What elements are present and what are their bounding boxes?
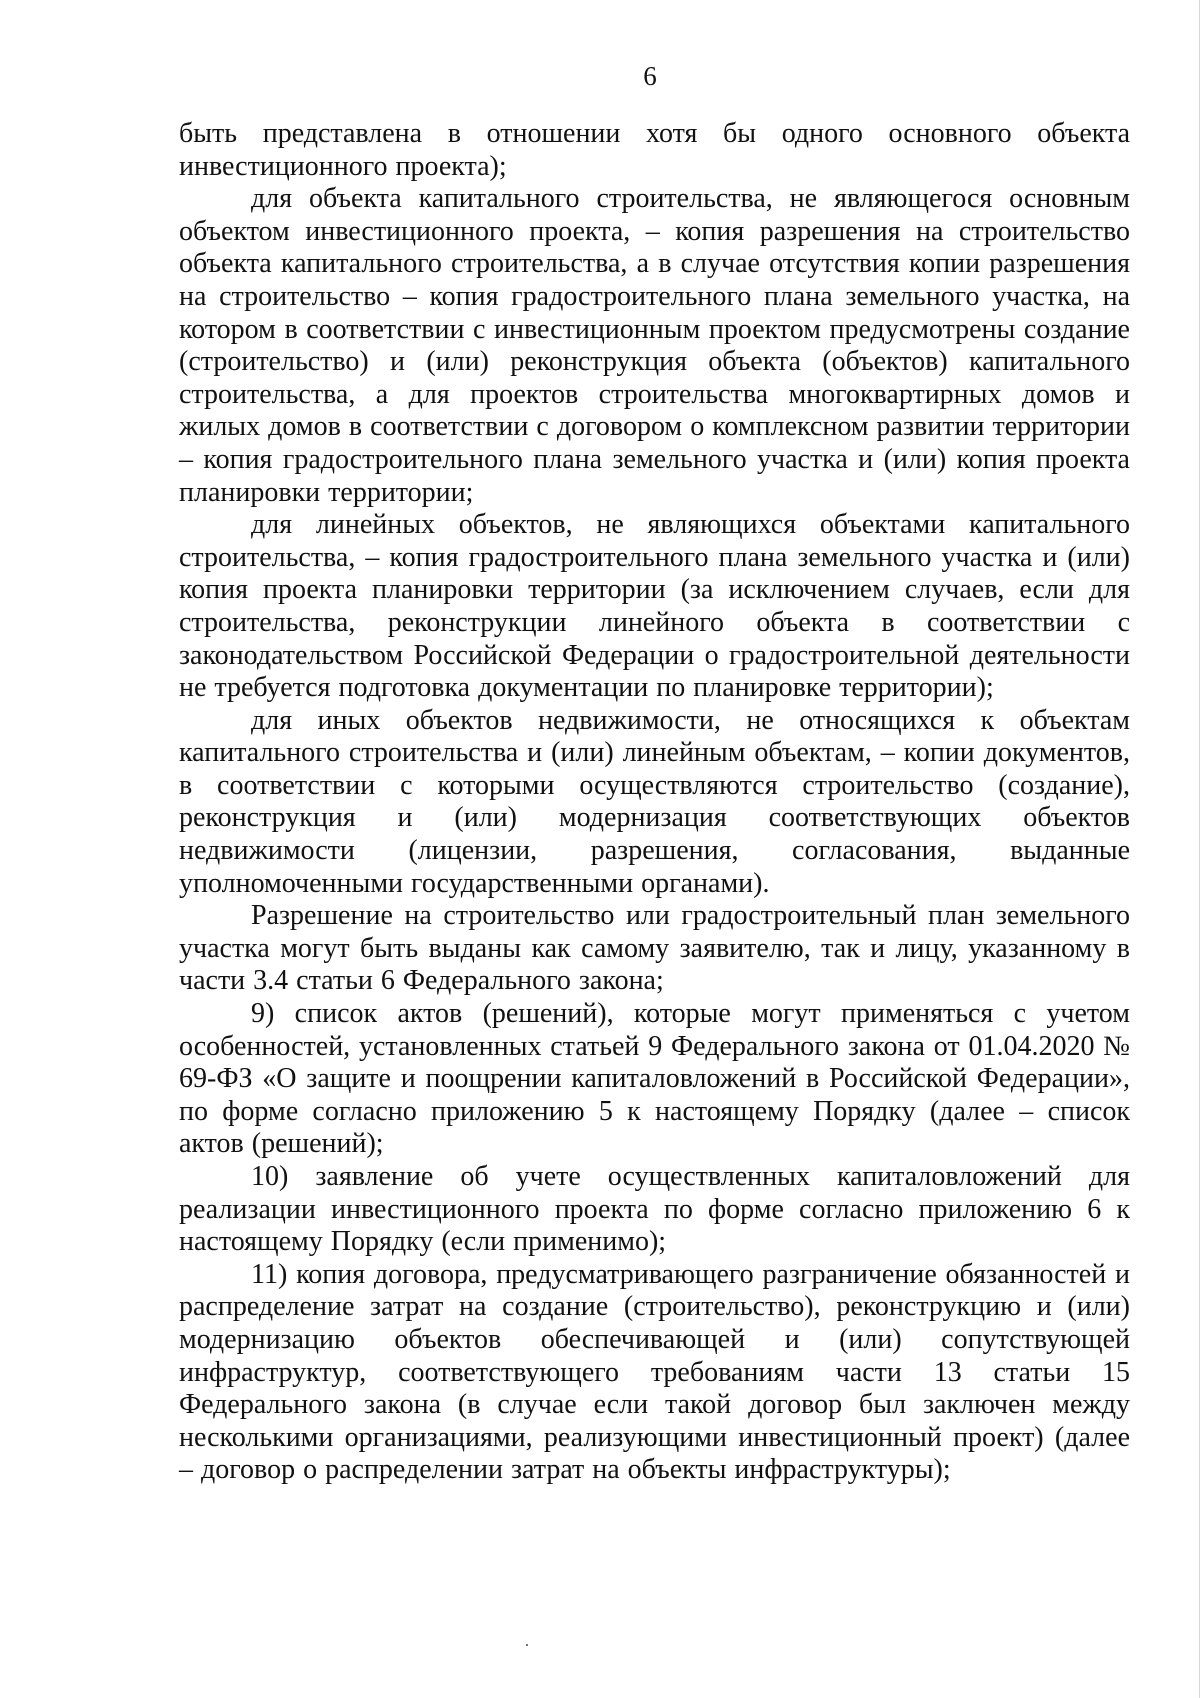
paragraph-other-real-estate: для иных объектов недвижимости, не относящихся к объектам капитального строительства и (или) линейным объектам, – копии документов, в соответствии с которыми осуществляются строительство (создание), реконструкция и (или) модернизация соответствующих объектов недвижимости (лицензии, разрешения, согласования, выданные уполномоченными государственными органами). <box>179 704 1130 899</box>
paragraph-capital-construction: для объекта капитального строительства, не являющегося основным объектом инвестиционного проекта, – копия разрешения на строительство объекта капитального строительства, а в случае отсутствия копии разрешения на строительство – копия градостроительного плана земельного участка, на котором в соответствии с инвестиционным проектом предусмотрены создание (строительство) и (или) реконструкция объекта (объектов) капитального строительства, а для проектов строительства многоквартирных домов и жилых домов в соответствии с договором о комплексном развитии территории – копия градостроительного плана земельного участка и (или) копия проекта планировки территории; <box>179 183 1130 508</box>
paragraph-item-9: 9) список актов (решений), которые могут применяться с учетом особенностей, установленных статьей 9 Федерального закона от 01.04.2020 № 69-ФЗ «О защите и поощрении капиталовложений в Российской Федерации», по форме согласно приложению 5 к настоящему Порядку (далее – список актов (решений); <box>179 998 1130 1160</box>
paragraph-continuation: быть представлена в отношении хотя бы одного основного объекта инвестиционного проекта); <box>179 118 1130 182</box>
paragraph-item-10: 10) заявление об учете осуществленных капиталовложений для реализации инвестиционного проекта по форме согласно приложению 6 к настоящему Порядку (если применимо); <box>179 1161 1130 1258</box>
scan-dot-mark <box>526 1644 528 1646</box>
document-body <box>179 118 1130 1487</box>
paragraph-linear-objects: для линейных объектов, не являющихся объектами капитального строительства, – копия градостроительного плана земельного участка и (или) копия проекта планировки территории (за исключением случаев, если для строительства, реконструкции линейного объекта в соответствии с законодательством Российской Федерации о градостроительной деятельности не требуется подготовка документации по планировке территории); <box>179 509 1130 704</box>
page-number: 6 <box>643 61 657 91</box>
paragraph-item-11: 11) копия договора, предусматривающего разграничение обязанностей и распределение затрат на создание (строительство), реконструкцию и (или) модернизацию объектов обеспечивающей и (или) сопутствующей инфраструктур, соответствующего требованиям части 13 статьи 15 Федерального закона (в случае если такой договор был заключен между несколькими организациями, реализующими инвестиционный проект) (далее – договор о распределении затрат на объекты инфраструктуры); <box>179 1258 1130 1486</box>
paragraph-permit-issued: Разрешение на строительство или градостроительный план земельного участка могут быть выданы как самому заявителю, так и лицу, указанному в части 3.4 статьи 6 Федерального закона; <box>179 900 1130 997</box>
